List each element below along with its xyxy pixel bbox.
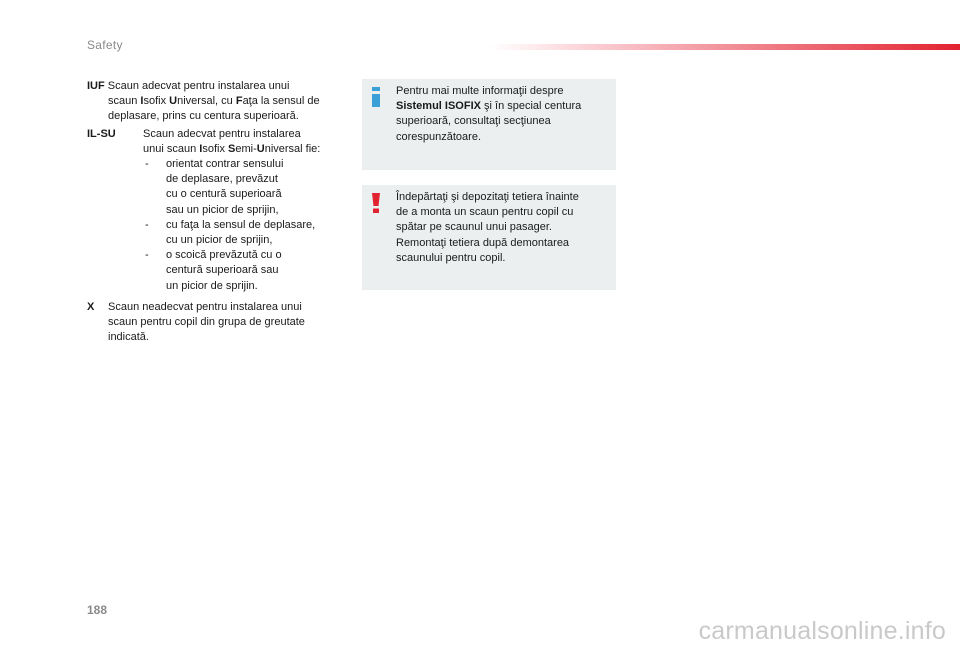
- dash-bullet: -: [145, 218, 149, 231]
- warning-box: [362, 185, 616, 290]
- option-item: [87, 248, 352, 294]
- emphasis-letter: I: [199, 142, 203, 155]
- dash-bullet: -: [145, 158, 149, 171]
- dash-bullet: -: [145, 249, 149, 262]
- definition-text: sofix: [202, 142, 229, 155]
- definition-iuf: [87, 79, 352, 125]
- definition-line: indicată.: [108, 331, 149, 344]
- definition-text: Scaun adecvat pentru instalarea unui: [104, 80, 290, 92]
- definition-text: niversal, cu: [177, 95, 236, 108]
- option-line: cu o centură superioară: [166, 188, 282, 201]
- page-number: 188: [87, 603, 108, 617]
- option-line: sau un picior de sprijin,: [166, 203, 279, 216]
- definition-il-su: [87, 127, 352, 294]
- section-title: Safety: [87, 38, 123, 52]
- emphasis-letter: U: [256, 142, 265, 155]
- definition-line: [87, 142, 352, 157]
- definition-line: [87, 300, 352, 315]
- option-line: de deplasare, prevăzut: [166, 173, 278, 186]
- warning-line: Remontaţi tetiera după demontarea: [396, 236, 570, 249]
- definition-text: emi-: [235, 142, 257, 155]
- definition-line: [87, 94, 352, 109]
- term-iuf: IUF: [87, 80, 105, 92]
- info-line: Pentru mai multe informaţii despre: [396, 85, 564, 97]
- option-line: un picior de sprijin.: [166, 279, 258, 292]
- option-line: orientat contrar sensului: [166, 158, 284, 171]
- option-line: centură superioară sau: [166, 264, 279, 277]
- term-x: X: [87, 300, 95, 313]
- info-line: superioară, consultaţi secţiunea: [396, 115, 551, 128]
- warning-line: spătar pe scaunul unui pasager.: [396, 221, 552, 234]
- definition-text: scaun: [108, 95, 141, 108]
- option-line: cu faţa la sensul de deplasare,: [166, 218, 316, 231]
- option-item: [87, 157, 352, 218]
- definition-x: [87, 300, 352, 346]
- definition-text: niversal fie:: [264, 142, 321, 155]
- option-item: [87, 218, 352, 248]
- emphasis-letter: F: [235, 95, 243, 108]
- watermark: carmanualsonline.info: [698, 617, 946, 645]
- emphasis-letter: U: [169, 95, 178, 108]
- warning-line: Îndepărtaţi şi depozitaţi tetiera înainte: [396, 191, 579, 203]
- definition-text: Scaun neadecvat pentru instalarea unui: [108, 300, 302, 313]
- definition-line: [87, 127, 352, 142]
- definition-text: sofix: [143, 95, 170, 108]
- definition-text: aţa la sensul de: [242, 95, 320, 108]
- warning-line: scaunului pentru copil.: [396, 251, 506, 264]
- definition-line: deplasare, prins cu centura superioară.: [108, 110, 299, 123]
- option-line: cu un picior de sprijin,: [166, 234, 273, 247]
- warning-text: [396, 190, 610, 266]
- exclamation-icon: [370, 193, 382, 213]
- option-line: o scoică prevăzută cu o: [166, 249, 282, 262]
- info-box: [362, 79, 616, 170]
- header-accent-bar: [490, 44, 960, 50]
- info-bold: Sistemul ISOFIX: [396, 100, 481, 113]
- info-line: corespunzătoare.: [396, 130, 481, 143]
- definition-line: scaun pentru copil din grupa de greutate: [108, 316, 305, 329]
- warning-line: de a monta un scaun pentru copil cu: [396, 206, 574, 219]
- info-line: [396, 99, 610, 114]
- emphasis-letter: I: [140, 95, 144, 108]
- definition-text: Scaun adecvat pentru instalarea: [143, 127, 301, 140]
- info-text: [396, 84, 610, 145]
- definition-text: unui scaun: [143, 142, 200, 155]
- seat-category-definitions: [87, 79, 352, 347]
- info-icon: [370, 87, 382, 107]
- term-il-su: IL-SU: [87, 127, 116, 140]
- emphasis-letter: S: [228, 142, 236, 155]
- info-text-span: şi în special centura: [480, 100, 582, 113]
- definition-line: [87, 79, 352, 94]
